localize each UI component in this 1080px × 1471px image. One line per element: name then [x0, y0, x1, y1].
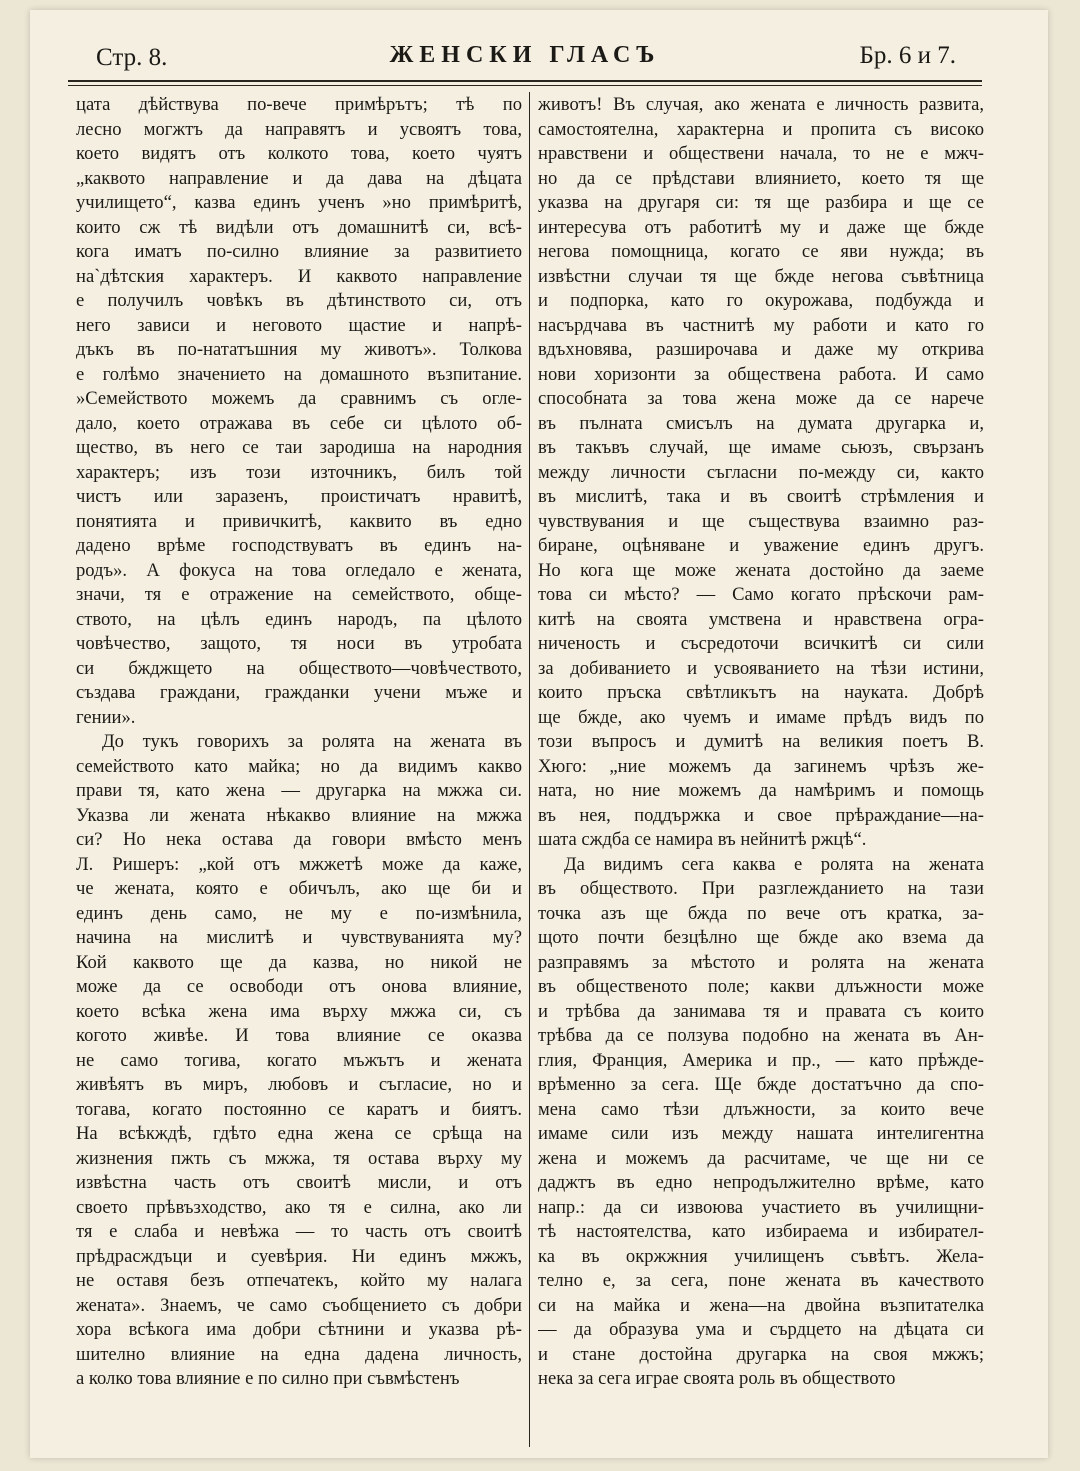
- text-line: интересува отъ работитѣ му и даже ще бжде: [538, 216, 984, 238]
- text-line: и трѣбва да занимава тя и правата съ които: [538, 1000, 984, 1022]
- text-line: напр.: да си извоюва участието въ училищни-: [538, 1196, 984, 1218]
- text-line: и стане достойна другарка на своя мжжъ;: [538, 1343, 984, 1365]
- text-line: въ мислитѣ, така и въ своитѣ стрѣмления и: [538, 486, 984, 507]
- publication-title: ЖЕНСКИ ГЛАСЪ: [389, 42, 661, 68]
- text-line: Хюго: „ние можемъ да загинемъ чрѣзъ же-: [538, 755, 984, 777]
- text-line: щото почти безцѣлно ще бжде ако взема да: [538, 927, 984, 948]
- text-line: единъ день само, не му е по-измѣнила,: [76, 902, 522, 924]
- text-line: дало, което отражава въ себе си цѣлото об-: [76, 412, 522, 434]
- text-line: шително влияние на една дадена личность,: [76, 1343, 522, 1365]
- text-line: хора всѣкога има добри сѣтнини и указва рѣ-: [76, 1319, 522, 1340]
- text-line: този въпросъ и думитѣ на великия поетъ В.: [538, 731, 984, 752]
- text-line: ще бжде, ако чуемъ и имаме прѣдъ видъ по: [538, 706, 984, 728]
- text-line: си? Но нека остава да говори вмѣсто менъ: [76, 829, 522, 850]
- header-rule-thin: [68, 85, 982, 86]
- text-line: човѣчество, защото, тя носи въ утробата: [76, 633, 522, 654]
- text-line: чистъ или заразенъ, проистичатъ нравитѣ,: [76, 486, 522, 507]
- text-line: животъ! Въ случая, ако жената е личность развита,: [538, 94, 984, 115]
- text-line: дадено врѣме господствуватъ въ единъ на-: [76, 535, 522, 556]
- text-line: глия, Франция, Америка и пр., — като прѣжде-: [538, 1049, 984, 1071]
- text-line: въ пълната смисълъ на думата другарка и,: [538, 412, 984, 434]
- text-line: кога иматъ по-силно влияние за развитието: [76, 241, 522, 262]
- text-line: което всѣка жена има върху мжжа си, съ: [76, 1000, 522, 1022]
- text-line: — да образува ума и сърдцето на дѣцата си: [538, 1319, 984, 1340]
- text-line: въ нея, поддържка и свое прѣраждание—на-: [538, 804, 984, 826]
- left-column: [76, 93, 522, 1392]
- text-line: негова помощница, когато се яви нужда; въ: [538, 241, 984, 262]
- text-line: До тукъ говорихъ за ролята на жената въ: [102, 731, 522, 752]
- text-line: дъкъ въ по-нататъшния му животъ». Толкова: [76, 339, 522, 360]
- text-line: биране, оцѣняване и уважение единъ другъ.: [538, 535, 984, 556]
- text-line: чувствувания и ще съществува взаимно раз-: [538, 510, 984, 532]
- text-line: а колко това влияние е по силно при съвмѣстенъ: [76, 1368, 460, 1389]
- text-line: Кой каквото ще да казва, но никой не: [76, 951, 522, 973]
- text-line: имаме сили изъ между нашата интелигентна: [538, 1123, 984, 1144]
- text-line: извѣстна часть отъ своитѣ мисли, и отъ: [76, 1172, 522, 1193]
- text-line: насърдчава въ частнитѣ му работи и като го: [538, 314, 984, 336]
- text-line: не оставя безъ отпечатекъ, който му налага: [76, 1270, 522, 1291]
- text-line: значи, тя е отражение на семейството, обще-: [76, 584, 522, 605]
- text-line: характеръ; изъ този източникъ, билъ той: [76, 461, 522, 483]
- text-line: цата дѣйствува по-вече примѣрътъ; тѣ по: [76, 94, 522, 115]
- text-line: че жената, която е обичълъ, ако ще би и: [76, 878, 522, 899]
- text-line: родъ». А фокуса на това огледало е жената,: [76, 559, 522, 581]
- text-line: нови хоризонти за обществена работа. И само: [538, 363, 984, 385]
- text-line: не само тогива, когато мъжътъ и жената: [76, 1049, 522, 1071]
- text-line: вдъхновява, разширочава и даже му открива: [538, 339, 984, 360]
- text-line: жената». Знаемъ, че само съобщението съ добри: [76, 1294, 522, 1316]
- text-line: въ общественото поле; какви длъжности може: [538, 976, 984, 997]
- text-line: шата сждба се намира въ нейнитѣ ржцѣ“.: [538, 829, 867, 850]
- text-line: ната, но ние можемъ да намѣримъ и помощь: [538, 780, 984, 801]
- text-line: си на майка и жена—на двойна възпитателка: [538, 1294, 984, 1316]
- text-line: ството, на цѣлъ единъ народъ, па цѣлото: [76, 608, 522, 630]
- text-line: щество, въ него се таи зародиша на народния: [76, 437, 522, 458]
- text-line: начина на мислитѣ и чувствуванията му?: [76, 927, 522, 948]
- text-line: ка въ окржжния училищенъ съвѣтъ. Жела-: [538, 1245, 984, 1267]
- text-line: жена и можемъ да расчитаме, че ще ни се: [538, 1147, 984, 1169]
- text-line: и подпорка, като го окурожава, подбужда и: [538, 290, 984, 311]
- text-line: даджтъ въ едно непродължително врѣме, като: [538, 1172, 984, 1193]
- issue-number: Бр. 6 и 7.: [859, 42, 956, 69]
- text-line: „каквото направление и да дава на дѣцата: [76, 167, 522, 189]
- text-line: врѣменно за сега. Ще бжде достатъчно да спо-: [538, 1074, 984, 1095]
- text-line: трѣбва да се ползува подобно на жената въ Ан-: [538, 1025, 984, 1046]
- text-line: »Семейството можемъ да сравнимъ съ огле-: [76, 388, 522, 409]
- text-line: разправямъ за мѣстото и ролята на жената: [538, 951, 984, 973]
- text-line: гении».: [76, 706, 136, 728]
- text-line: създава граждани, гражданки учени мъже и: [76, 682, 522, 703]
- text-line: него зависи и неговото щастие и напрѣ-: [76, 314, 522, 336]
- text-line: Но кога ще може жената достойно да заеме: [538, 559, 984, 581]
- page-header: [70, 36, 980, 76]
- text-line: тѣ настоятелства, като избираема и избирател-: [538, 1221, 984, 1242]
- text-line: за добиванието и усвояванието на тѣзи истини,: [538, 657, 984, 679]
- text-line: самостоятелна, характерна и пропита съ високо: [538, 118, 984, 140]
- right-column: [538, 93, 984, 1392]
- page-number: Стр. 8.: [96, 44, 168, 71]
- text-line: своето прѣвъзходство, ако тя е силна, ако ли: [76, 1196, 522, 1218]
- text-line: Указва ли жената нѣкакво влияние на мжжа: [76, 804, 522, 826]
- text-line: когото живѣе. И това влияние се оказва: [76, 1025, 522, 1046]
- text-line: точка азъ ще бжда по вече отъ кратка, за-: [538, 902, 984, 924]
- text-line: нека за сега играе своята роль въ обществото: [538, 1368, 896, 1389]
- text-line: Да видимъ сега каква е ролята на жената: [564, 853, 984, 875]
- text-line: въ обществото. При разглежданието на тази: [538, 878, 984, 899]
- text-line: жизнения пжть съ мжжа, тя остава върху му: [76, 1147, 522, 1169]
- text-line: живѣятъ въ миръ, любовъ и съгласие, но и: [76, 1074, 522, 1095]
- text-line: може да се освободи отъ онова влияние,: [76, 976, 522, 997]
- text-line: извѣстни случаи тя ще бжде негова съвѣтница: [538, 265, 984, 287]
- text-line: способната за това жена може да се нарече: [538, 388, 984, 409]
- text-line: нравствени и обществени начала, то не е мжч-: [538, 143, 984, 164]
- text-line: Л. Ришеръ: „кой отъ мжжетѣ може да каже,: [76, 853, 522, 875]
- text-line: указва на другаря си: тя ще разбира и ще се: [538, 192, 984, 213]
- text-line: понятията и привичкитѣ, каквито въ едно: [76, 510, 522, 532]
- text-line: ниченость и съсредоточи всичкитѣ си сили: [538, 633, 984, 654]
- text-line: на`дѣтския характеръ. И каквото направление: [76, 265, 522, 287]
- text-line: На всѣкждѣ, гдѣто една жена се срѣща на: [76, 1123, 522, 1144]
- text-line: лесно могжтъ да направятъ и усвоятъ това,: [76, 118, 522, 140]
- text-line: които сж тѣ видѣли отъ домашнитѣ си, всѣ-: [76, 216, 522, 238]
- text-line: мена само тѣзи длъжности, за които вече: [538, 1098, 984, 1120]
- text-line: тя е слаба и невѣжа — то часть отъ своитѣ: [76, 1221, 522, 1242]
- text-line: прави тя, като жена — другарка на мжжа си.: [76, 780, 522, 801]
- text-line: прѣдрасждъци и суевѣрия. Ни единъ мжжъ,: [76, 1245, 522, 1267]
- text-line: китѣ на своята умствена и нравствена огра-: [538, 608, 984, 630]
- column-divider: [529, 92, 530, 1447]
- text-line: семейството като майка; но да видимъ какво: [76, 755, 522, 777]
- text-line: телно е, за сега, поне жената въ качеството: [538, 1270, 984, 1291]
- text-line: между личности съгласни по-между си, както: [538, 461, 984, 483]
- header-rule: [68, 80, 982, 82]
- text-line: си бжджщето на обществото—човѣчеството,: [76, 657, 522, 679]
- text-line: това си мѣсто? — Само когато прѣскочи рам-: [538, 584, 984, 605]
- text-line: е голѣмо значението на домашното възпитание.: [76, 363, 522, 385]
- text-line: тогава, когато постоянно се каратъ и биятъ.: [76, 1098, 522, 1120]
- text-line: което видятъ отъ колкото това, което чуятъ: [76, 143, 522, 164]
- text-line: въ такъвъ случай, ще имаме сьюзъ, свързанъ: [538, 437, 984, 458]
- text-line: но да се прѣдстави влиянието, което тя ще: [538, 167, 984, 189]
- text-line: които пръска свѣтликътъ на науката. Добрѣ: [538, 682, 984, 703]
- text-line: училището“, казва единъ ученъ »но примѣритѣ,: [76, 192, 522, 213]
- text-line: е получилъ човѣкъ въ дѣтинството си, отъ: [76, 290, 522, 311]
